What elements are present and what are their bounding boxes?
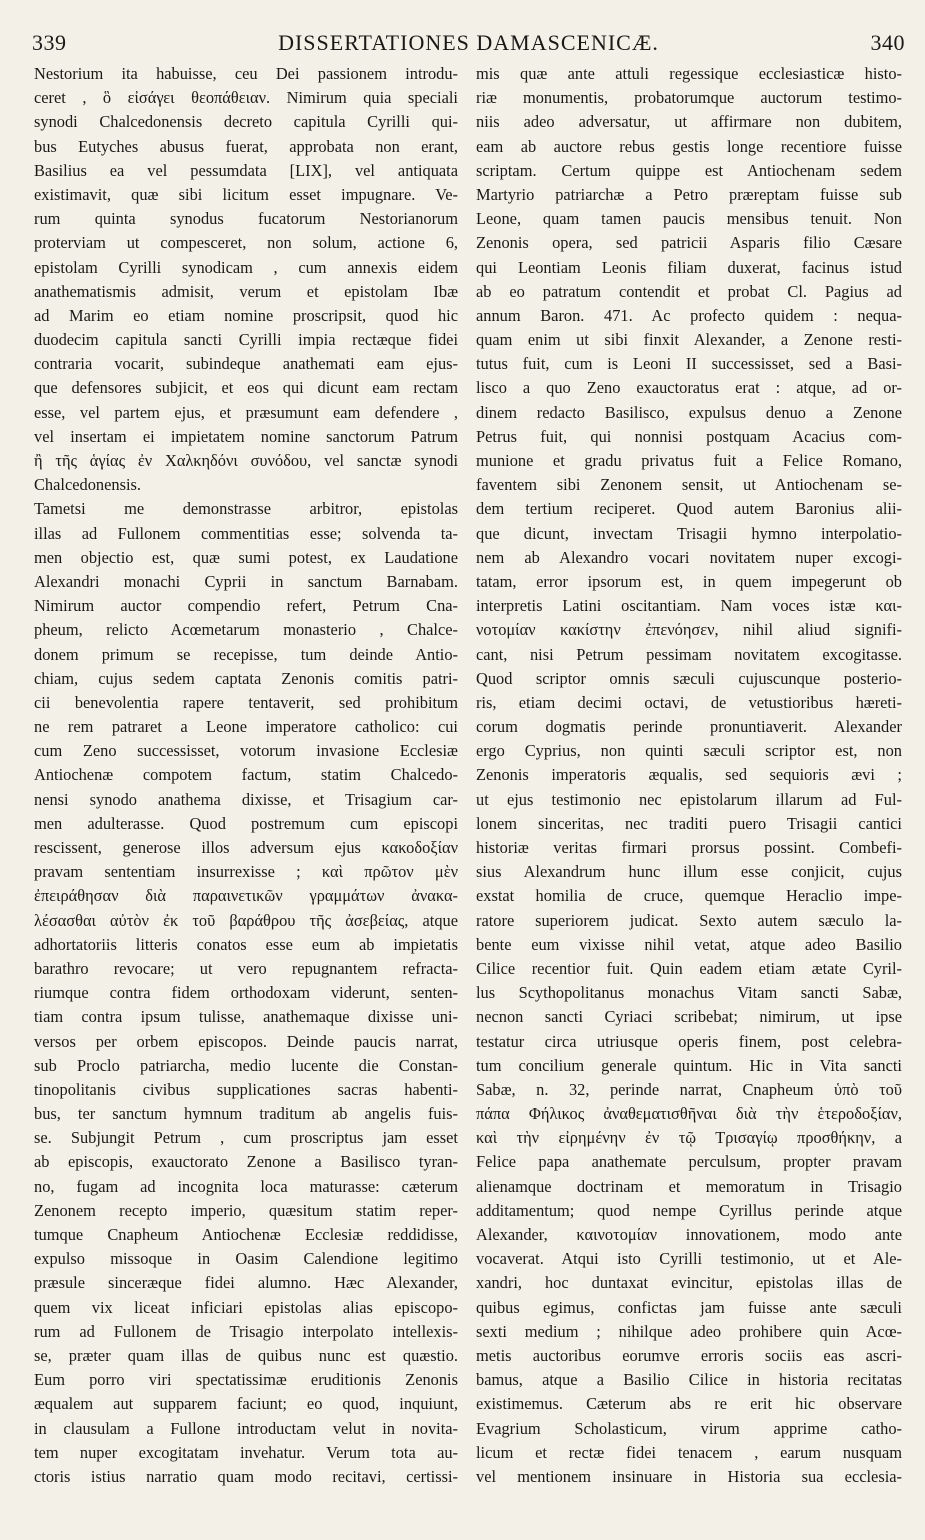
text-line: illas ad Fullonem commentitias esse; solvenda ta- <box>34 523 458 543</box>
text-line: νοτομίαν κακίστην ἐπενόησεν, nihil aliud signifi- <box>476 620 902 640</box>
right-text-column <box>476 62 902 1489</box>
text-line: vocaverat. Atqui isto Cyrilli testimonio, ut et Ale- <box>476 1249 902 1269</box>
text-line: Chalcedonensis. <box>34 475 141 495</box>
text-line: que dicunt, invectam Trisagii hymno interpolatio- <box>476 523 902 543</box>
text-line: Alexander, καινοτομίαν innovationem, modo ante <box>476 1225 902 1244</box>
text-line: epistolam Cyrilli synodicam , cum annexis eidem <box>34 257 458 277</box>
text-line: tatam, error ipsorum est, in quem impegerunt ob <box>476 571 902 591</box>
text-line: esse, vel partem ejus, et præsumunt eam defendere , <box>34 402 458 422</box>
text-line: niis adeo adversatur, ut affirmare non dubitem, <box>476 112 902 132</box>
text-line: quem vix liceat inficiari epistolas alias episcopo- <box>34 1297 458 1317</box>
text-line: sius Alexandrum hunc illum esse conjicit, cujus <box>476 862 902 882</box>
page-number-right: 340 <box>870 30 905 55</box>
text-line: no, fugam ad incognita loca maturasse: cæterum <box>34 1176 458 1196</box>
text-line: licum et rectæ fidei tenacem , earum nusquam <box>476 1442 902 1462</box>
text-line: exstat homilia de cruce, quemque Heraclio impe- <box>476 886 902 906</box>
text-line: cum Zeno successisset, votorum invasione Ecclesiæ <box>34 741 458 761</box>
text-line: que defensores subjicit, et eos qui dicunt eam rectam <box>34 378 458 398</box>
text-line: nensi synodo anathema dixisse, et Trisagium car- <box>34 789 458 809</box>
text-line: καὶ τὴν εἰρημένην ἐν τῷ Τρισαγίῳ προσθήκην, a <box>476 1128 902 1148</box>
text-line: Nestorium ita habuisse, ceu Dei passionem introdu- <box>34 64 458 83</box>
text-line: rescissent, generose illos adversum ejus κακοδοξίαν <box>34 838 458 857</box>
text-line: ut ejus testimonio nec epistolarum illarum ad Ful- <box>476 789 902 809</box>
text-line: Tametsi me demonstrasse arbitror, epistolas <box>34 499 458 519</box>
text-line: Evagrium Scholasticum, virum apprime catho- <box>476 1418 902 1438</box>
text-line: se. Subjungit Petrum , cum proscriptus jam esset <box>34 1128 458 1148</box>
text-line: ris, etiam decimi octavi, de vetustioribus hæreti- <box>476 692 902 712</box>
text-line: ceret , ὃ εἰσάγει θεοπάθειαν. Nimirum quia speciali <box>34 88 458 108</box>
text-line: Zenonem recepto imperio, quæsitum statim reper- <box>34 1200 458 1220</box>
text-line: necnon sancti Cyriaci scribebat; nimirum, ut ipse <box>476 1007 902 1027</box>
text-line: annum Baron. 471. Ac profecto quidem : nequa- <box>476 305 902 325</box>
text-line: Nimirum auctor compendio refert, Petrum Cna- <box>34 596 458 616</box>
text-line: ab episcopis, exauctorato Zenone a Basilisco tyran- <box>34 1152 458 1172</box>
text-line: tumque Cnapheum Antiochenæ Ecclesiæ reddidisse, <box>34 1225 458 1244</box>
text-line: Leone, quam tamen paucis mensibus tenuit. Non <box>476 209 902 229</box>
text-line: ad Marim eo etiam nomine proscripsit, quod hic <box>34 305 458 325</box>
text-line: pheum, relicto Acœmetarum monasterio , Chalce- <box>34 620 458 640</box>
text-line: bus Eutyches abusus fuerat, approbata non erant, <box>34 136 458 156</box>
text-line: men adulterasse. Quod postremum cum episcopi <box>34 813 458 833</box>
text-line: lus Scythopolitanus monachus Vitam sancti Sabæ, <box>476 983 902 1003</box>
text-line: dem tertium reciperet. Quod autem Baronius alii- <box>476 499 902 519</box>
text-line: bamus, atque a Basilio Cilice in historia recitatas <box>476 1370 902 1390</box>
text-line: ne rem patraret a Leone imperatore catholico: cui <box>34 717 458 737</box>
text-line: rum quinta synodus fucatorum Nestorianorum <box>34 209 458 229</box>
text-line: additamentum; quod nempe Cyrillus perinde atque <box>476 1200 902 1220</box>
text-line: duodecim capitula sancti Cyrilli impia rectæque fidei <box>34 330 458 350</box>
text-line: vel mentionem insinuare in Historia sua ecclesia- <box>476 1466 902 1486</box>
text-line: ratore superiorem judicat. Sexto autem sæculo la- <box>476 910 902 930</box>
text-line: interpretis Latini oscitantiam. Nam voces istæ και- <box>476 596 902 616</box>
text-line: expulso missoque in Oasim Calendione legitimo <box>34 1249 458 1269</box>
text-line: Zenonis imperatoris æqualis, sed sequioris ævi ; <box>476 765 902 785</box>
text-line: mis quæ ante attuli regessique ecclesiasticæ histo- <box>476 64 902 83</box>
text-line: tutus fuit, cum is Leoni II successisset, sed a Basi- <box>476 354 902 374</box>
text-line: cant, nisi Petrum pessimam novitatem excogitasse. <box>476 644 902 664</box>
text-line: alienamque doctrinam et memoratum in Trisagio <box>476 1176 902 1196</box>
text-line: donem primum se recepisse, tum deinde Antio- <box>34 644 458 664</box>
running-header <box>32 30 905 62</box>
text-line: historiæ veritas firmari prorsus possint. Combefi- <box>476 838 902 857</box>
text-line: existimavit, quæ sibi licitum esset impugnare. Ve- <box>34 184 458 204</box>
page-number-left: 339 <box>32 30 67 55</box>
text-line: synodi Chalcedonensis decreto capitula Cyrilli qui- <box>34 112 458 132</box>
text-line: ἢ τῆς ἁγίας ἐν Χαλκηδόνι συνόδου, vel sanctæ synodi <box>34 451 458 470</box>
text-line: Felice papa anathemate perculsum, propter pravam <box>476 1152 902 1172</box>
text-line: corum dogmatis perinde pronuntiaverit. Alexander <box>476 717 902 737</box>
text-line: testatur circa utriusque operis finem, post celebra- <box>476 1031 902 1051</box>
text-line: Eum porro viri spectatissimæ eruditionis Zenonis <box>34 1370 458 1390</box>
text-line: eam ab auctore rebus gestis longe recentiore fuisse <box>476 136 902 156</box>
text-line: nem ab Alexandro vocari novitatem nuper excogi- <box>476 547 902 567</box>
text-line: Antiochenæ compotem factum, statim Chalcedo- <box>34 765 458 785</box>
text-line: tiam contra ipsum tulisse, anathemaque dixisse uni- <box>34 1007 458 1027</box>
text-line: quam enim ut sibi finxit Alexander, a Zenone resti- <box>476 330 902 350</box>
text-line: se, præter quam illas de quibus nunc est quæstio. <box>34 1345 458 1365</box>
text-line: contraria vocarit, subindeque anathemati eam ejus- <box>34 354 458 374</box>
text-line: Martyrio patriarchæ a Petro præreptam fuisse sub <box>476 184 902 204</box>
text-line: tum concilium generale quintum. Hic in Vita sancti <box>476 1055 902 1075</box>
text-line: versos per orbem episcopos. Deinde paucis narrat, <box>34 1031 458 1051</box>
text-line: in clausulam a Fullone introductam velut in novita- <box>34 1418 458 1438</box>
text-line: tem nuper excogitatam invehatur. Verum tota au- <box>34 1442 458 1462</box>
text-line: πάπα Φήλικος ἀναθεματισθῆναι διὰ τὴν ἑτεροδοξίαν, <box>476 1104 902 1124</box>
text-line: Sabæ, n. 32, perinde narrat, Cnapheum ὑπὸ τοῦ <box>476 1079 902 1099</box>
text-line: ctoris istius narratio quam modo recitavi, certissi- <box>34 1466 458 1486</box>
text-line: cii benevolentia rapere tentaverit, sed prohibitum <box>34 692 458 712</box>
left-text-column <box>34 62 458 1489</box>
text-line: ἐπειράθησαν διὰ παραινετικῶν γραμμάτων ἀνακα- <box>34 886 458 906</box>
text-line: munione et gradu privatus fuit a Felice Romano, <box>476 451 902 470</box>
text-line: Petrus fuit, qui nonnisi postquam Acacius com- <box>476 426 902 446</box>
text-line: bente eum vixisse nihil vetat, atque adeo Basilio <box>476 934 902 954</box>
text-line: Zenonis opera, sed patricii Asparis filio Cæsare <box>476 233 902 253</box>
text-line: existimemus. Cæterum abs re erit hic observare <box>476 1394 902 1414</box>
text-line: præsule sinceræque fidei alumno. Hæc Alexander, <box>34 1273 458 1293</box>
text-line: scriptam. Certum quippe est Antiochenam sedem <box>476 160 902 180</box>
text-line: anathematismis admisit, verum et epistolam Ibæ <box>34 281 458 301</box>
running-title: DISSERTATIONES DAMASCENICÆ. <box>278 30 659 55</box>
text-line: vel insertam ei impietatem nomine sanctorum Patrum <box>34 426 458 446</box>
text-line: dinem redacto Basilisco, expulsus denuo a Zenone <box>476 402 902 422</box>
text-line: quibus egimus, confictas jam fuisse ante sæculi <box>476 1297 902 1317</box>
text-line: sexti medium ; nihilque adeo prohibere quin Acœ- <box>476 1321 902 1341</box>
text-line: proterviam ut compesceret, non solum, actione 6, <box>34 233 458 253</box>
text-line: bus, ter sanctum hymnum traditum ab angelis fuis- <box>34 1104 458 1124</box>
text-line: faventem sibi Zenonem sensit, ut Antiochenam se- <box>476 475 902 495</box>
text-line: riæ monumentis, probatorumque auctorum testimo- <box>476 88 902 108</box>
text-line: ergo Cyprius, non quinti sæculi scriptor est, non <box>476 741 902 761</box>
text-line: lisco a quo Zeno exauctoratus erat : atque, ad or- <box>476 378 902 398</box>
text-line: Alexandri monachi Cyprii in sanctum Barnabam. <box>34 571 458 591</box>
text-line: adhortatoriis litteris conatos esse eum ab impietatis <box>34 934 458 954</box>
text-line: tinopolitanis civibus supplicationes sacras habenti- <box>34 1079 458 1099</box>
text-line: metis auctoribus eorumve erroris sociis eas ascri- <box>476 1345 902 1365</box>
text-line: men objectio est, quæ sumi potest, ex Laudatione <box>34 547 458 567</box>
text-line: qui Leontiam Leonis filiam duxerat, facinus istud <box>476 257 902 277</box>
text-line: Cilice recentior fuit. Quin eadem etiam ætate Cyril- <box>476 958 902 978</box>
text-line: Quod scriptor omnis sæculi cujuscunque posterio- <box>476 668 902 688</box>
text-line: æqualem aut supparem faciunt; eo quod, inquiunt, <box>34 1394 458 1414</box>
text-line: riumque contra fidem orthodoxam viderunt, senten- <box>34 983 458 1003</box>
text-line: lonem sinceritas, nec traditi puero Trisagii cantici <box>476 813 902 833</box>
text-line: xandri, hoc duntaxat evincitur, epistolas illas de <box>476 1273 902 1293</box>
text-line: λέσασθαι αὐτὸν ἐκ τοῦ βαράθρου τῆς ἀσεβείας, atque <box>34 910 458 930</box>
text-line: barathro revocare; ut vero repugnantem refracta- <box>34 958 458 978</box>
text-line: pravam sententiam insurrexisse ; καὶ πρῶτον μὲν <box>34 862 458 882</box>
text-line: chiam, cujus sedem captata Zenonis comitis patri- <box>34 668 458 688</box>
text-line: sub Proclo patriarcha, medio lucente die Constan- <box>34 1055 458 1075</box>
text-line: ab eo patratum contendit et probat Cl. Pagius ad <box>476 281 902 301</box>
text-line: rum ad Fullonem de Trisagio interpolato intellexis- <box>34 1321 458 1341</box>
text-line: Basilius ea vel pessumdata [LIX], vel antiquata <box>34 160 458 180</box>
